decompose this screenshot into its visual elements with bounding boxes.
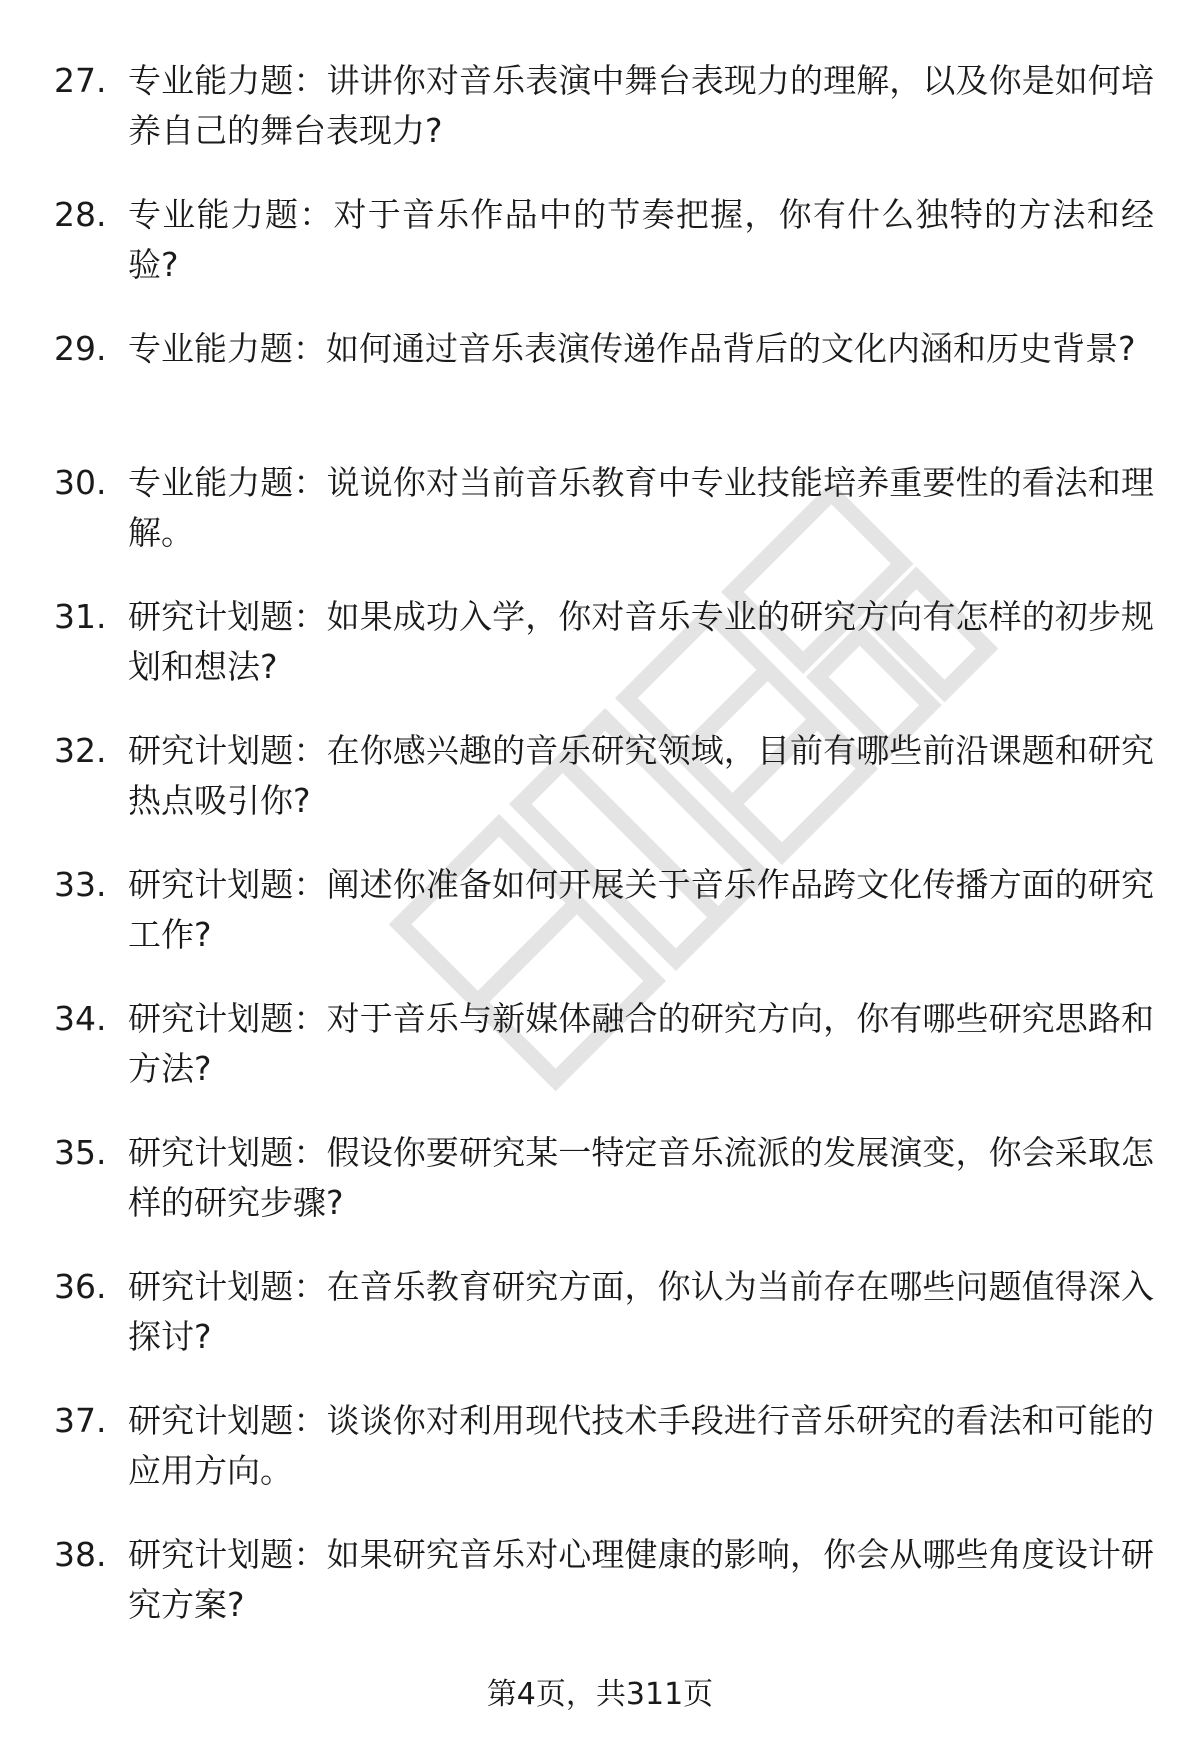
question-text: 研究计划题：阐述你准备如何开展关于音乐作品跨文化传播方面的研究工作? [128, 865, 1154, 954]
list-item [54, 324, 1154, 458]
question-number: 31. [54, 597, 107, 636]
list-item [54, 726, 1154, 860]
question-number: 32. [54, 731, 107, 770]
list-item [54, 592, 1154, 726]
question-number: 35. [54, 1133, 107, 1172]
question-number: 28. [54, 195, 107, 234]
question-text: 研究计划题：谈谈你对利用现代技术手段进行音乐研究的看法和可能的应用方向。 [128, 1401, 1154, 1490]
question-number: 38. [54, 1535, 107, 1574]
list-item [54, 994, 1154, 1128]
question-text: 研究计划题：在音乐教育研究方面，你认为当前存在哪些问题值得深入探讨? [128, 1267, 1154, 1356]
question-number: 27. [54, 61, 107, 100]
question-number: 29. [54, 329, 107, 368]
list-item [54, 1128, 1154, 1262]
question-text: 研究计划题：如果成功入学，你对音乐专业的研究方向有怎样的初步规划和想法? [128, 597, 1154, 686]
question-number: 36. [54, 1267, 107, 1306]
list-item [54, 1396, 1154, 1530]
question-text: 研究计划题：在你感兴趣的音乐研究领域，目前有哪些前沿课题和研究热点吸引你? [128, 731, 1154, 820]
list-item [54, 860, 1154, 994]
question-text: 研究计划题：假设你要研究某一特定音乐流派的发展演变，你会采取怎样的研究步骤? [128, 1133, 1154, 1222]
list-item [54, 56, 1154, 190]
question-list [54, 56, 1154, 1664]
list-item [54, 1262, 1154, 1396]
question-number: 33. [54, 865, 107, 904]
question-text: 专业能力题：如何通过音乐表演传递作品背后的文化内涵和历史背景? [128, 329, 1136, 368]
question-text: 研究计划题：对于音乐与新媒体融合的研究方向，你有哪些研究思路和方法? [128, 999, 1154, 1088]
question-number: 30. [54, 463, 107, 502]
list-item [54, 1530, 1154, 1664]
list-item [54, 458, 1154, 592]
question-text: 专业能力题：讲讲你对音乐表演中舞台表现力的理解，以及你是如何培养自己的舞台表现力? [128, 61, 1154, 150]
question-number: 34. [54, 999, 107, 1038]
question-text: 专业能力题：对于音乐作品中的节奏把握，你有什么独特的方法和经验? [128, 195, 1154, 284]
question-text: 研究计划题：如果研究音乐对心理健康的影响，你会从哪些角度设计研究方案? [128, 1535, 1154, 1624]
list-item [54, 190, 1154, 324]
page-footer: 第4页，共311页 [486, 1677, 714, 1712]
question-text: 专业能力题：说说你对当前音乐教育中专业技能培养重要性的看法和理解。 [128, 463, 1154, 552]
question-number: 37. [54, 1401, 107, 1440]
